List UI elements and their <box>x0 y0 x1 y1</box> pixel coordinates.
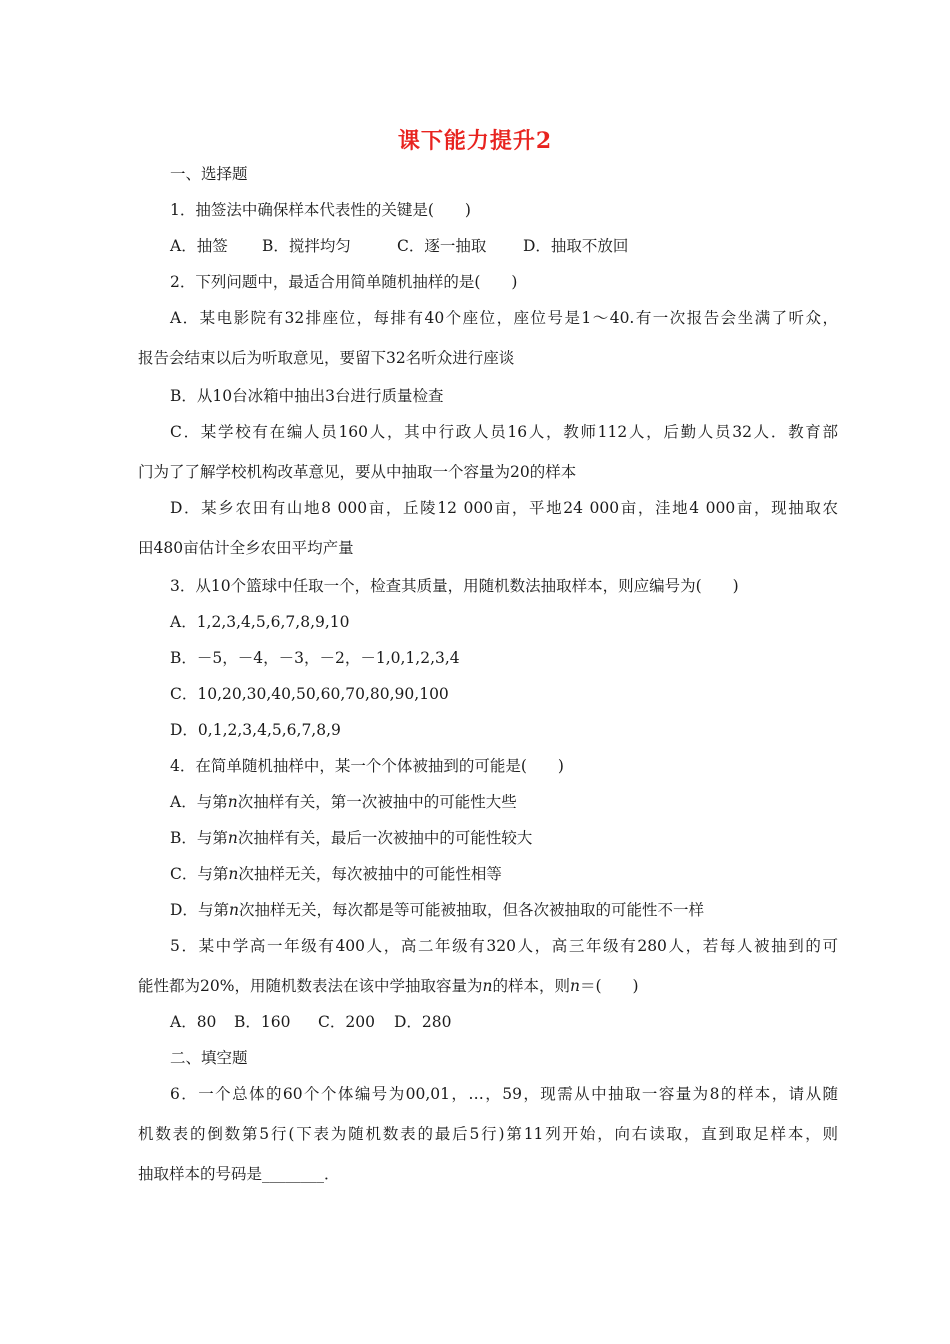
q5-option-d: D．280 <box>394 1013 452 1031</box>
q4-c-label: C． <box>170 865 198 883</box>
q4-option-a <box>170 792 517 812</box>
q4-d-pre: 与第 <box>197 901 229 919</box>
q2-option-a-line1: A．某电影院有32排座位，每排有40个座位，座位号是1～40.有一次报告会坐满了听众， <box>170 309 838 327</box>
section-heading-choice: 一、选择题 <box>170 165 248 183</box>
q4-option-b <box>170 828 532 848</box>
q4-b-pre: 与第 <box>196 829 228 847</box>
q1-option-a: A．抽签 <box>170 237 228 255</box>
q4-c-variable: n <box>228 865 239 883</box>
question-3-stem: 3．从10个篮球中任取一个，检查其质量，用随机数法抽取样本，则应编号为( ) <box>170 577 739 595</box>
q4-d-text: 次抽样无关，每次都是等可能被抽取，但各次被抽取的可能性不一样 <box>238 901 704 919</box>
q3-option-d: D．0,1,2,3,4,5,6,7,8,9 <box>170 721 341 739</box>
question-6-line1: 6．一个总体的60个个体编号为00,01，…，59，现需从中抽取一容量为8的样本，请从随 <box>170 1085 838 1103</box>
q5-option-a: A．80 <box>170 1013 217 1031</box>
q4-b-label: B． <box>170 829 197 847</box>
q2-option-c-line2: 门为了了解学校机构改革意见，要从中抽取一个容量为20的样本 <box>138 463 577 481</box>
q5-variable-2: n <box>569 977 580 995</box>
q4-a-pre: 与第 <box>196 793 228 811</box>
question-4-stem: 4．在简单随机抽样中，某一个个体被抽到的可能是( ) <box>170 757 564 775</box>
question-1-stem: 1．抽签法中确保样本代表性的关键是( ) <box>170 201 471 219</box>
q5-text-b: 的样本，则 <box>492 977 570 995</box>
q3-option-b: B．－5，－4，－3，－2，－1,0,1,2,3,4 <box>170 649 460 667</box>
question-1-options <box>170 236 628 256</box>
q4-a-label: A． <box>170 793 197 811</box>
q5-text-c: ＝( ) <box>579 977 639 995</box>
q4-d-variable: n <box>228 901 239 919</box>
q5-option-c: C．200 <box>318 1013 375 1031</box>
q2-option-c-line1: C．某学校有在编人员160人，其中行政人员16人，教师112人，后勤人员32人．教育部 <box>170 423 838 441</box>
section-heading-fill: 二、填空题 <box>170 1049 248 1067</box>
q2-option-a-line2: 报告会结束以后为听取意见，要留下32名听众进行座谈 <box>138 349 515 367</box>
page-title: 课下能力提升2 <box>397 128 553 154</box>
q4-option-d <box>170 900 704 920</box>
q5-text-a: 能性都为20%，用随机数表法在该中学抽取容量为 <box>138 977 483 995</box>
q3-option-c: C．10,20,30,40,50,60,70,80,90,100 <box>170 685 449 703</box>
question-5-line2 <box>138 976 639 996</box>
q4-c-pre: 与第 <box>197 865 229 883</box>
q2-option-d-line1: D．某乡农田有山地8 000亩，丘陵12 000亩，平地24 000亩，洼地4 000亩，现抽取农 <box>170 499 838 517</box>
question-6-line3: 抽取样本的号码是________． <box>138 1165 340 1183</box>
q3-option-a: A．1,2,3,4,5,6,7,8,9,10 <box>170 613 350 631</box>
q2-option-b: B．从10台冰箱中抽出3台进行质量检查 <box>170 387 444 405</box>
q4-a-variable: n <box>227 793 238 811</box>
q4-option-c <box>170 864 502 884</box>
q4-b-text: 次抽样有关，最后一次被抽中的可能性较大 <box>237 829 533 847</box>
q4-a-text: 次抽样有关，第一次被抽中的可能性大些 <box>237 793 517 811</box>
question-5-options <box>170 1012 452 1032</box>
q1-option-b: B．搅拌均匀 <box>262 237 351 255</box>
question-5-line1: 5．某中学高一年级有400人，高二年级有320人，高三年级有280人，若每人被抽到的可 <box>170 937 838 955</box>
q5-variable: n <box>482 977 493 995</box>
q4-d-label: D． <box>170 901 198 919</box>
q5-option-b: B．160 <box>234 1013 291 1031</box>
q4-c-text: 次抽样无关，每次被抽中的可能性相等 <box>238 865 502 883</box>
q1-option-c: C．逐一抽取 <box>397 237 487 255</box>
q2-option-d-line2: 田480亩估计全乡农田平均产量 <box>138 539 354 557</box>
question-6-line2: 机数表的倒数第5行(下表为随机数表的最后5行)第11列开始，向右读取，直到取足样本，则 <box>138 1125 838 1143</box>
question-2-stem: 2．下列问题中，最适合用简单随机抽样的是( ) <box>170 273 518 291</box>
q1-option-d: D．抽取不放回 <box>523 237 629 255</box>
q4-b-variable: n <box>227 829 238 847</box>
